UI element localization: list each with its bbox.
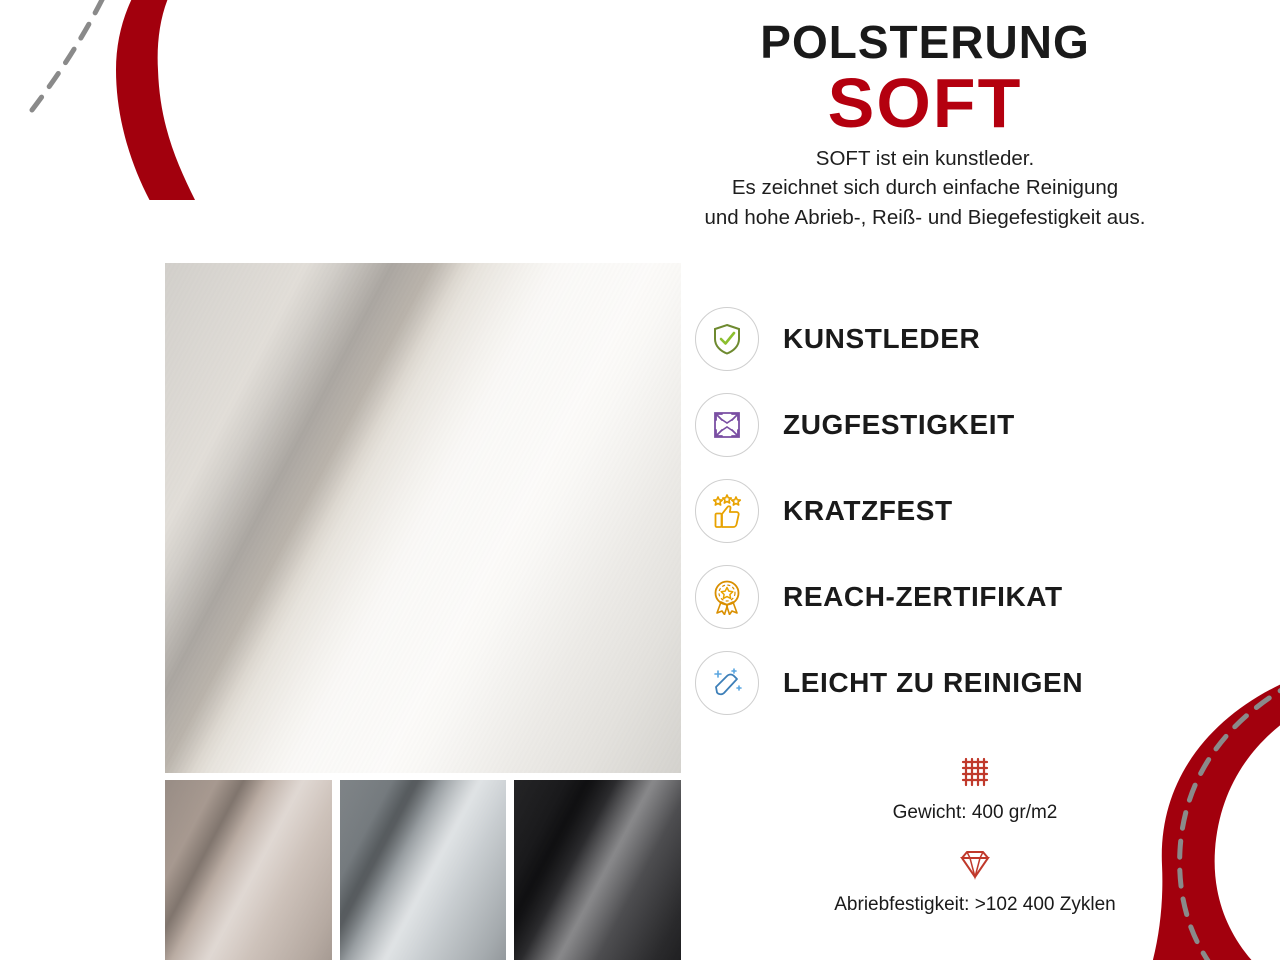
description-line-2: Es zeichnet sich durch einfache Reinigung <box>731 176 1119 200</box>
feature-item-reach-zertifikat <box>695 554 1255 640</box>
spec-list <box>695 748 1255 932</box>
feature-label: KRATZFEST <box>783 495 953 526</box>
feature-item-kratzfest <box>695 468 1255 554</box>
feature-label: REACH-ZERTIFIKAT <box>783 581 1063 612</box>
diamond-icon <box>695 840 1255 888</box>
swatch-thumbnail-grey[interactable] <box>340 780 507 960</box>
spec-text: Abriebfestigkeit: >102 400 Zyklen <box>834 894 1116 915</box>
fabric-fold-shading <box>340 780 507 960</box>
page-subtitle: SOFT <box>827 64 1023 143</box>
page-title: POLSTERUNG <box>760 16 1090 68</box>
feature-item-zugfestigkeit <box>695 382 1255 468</box>
feature-label: KUNSTLEDER <box>783 323 981 354</box>
decorative-swoosh-top-left <box>0 0 410 200</box>
certificate-rosette-icon <box>695 565 759 629</box>
spec-abrasion <box>695 840 1255 916</box>
description-line-1: SOFT ist ein kunstleder. <box>815 147 1035 171</box>
feature-item-kunstleder <box>695 296 1255 382</box>
feature-item-leicht-zu-reinigen <box>695 640 1255 726</box>
shield-check-icon <box>695 307 759 371</box>
spec-text: Gewicht: 400 gr/m2 <box>892 802 1058 823</box>
tension-arrows-icon <box>695 393 759 457</box>
swatch-thumbnail-taupe[interactable] <box>165 780 332 960</box>
main-fabric-image <box>165 263 681 773</box>
fabric-grain-texture <box>165 263 681 773</box>
fabric-fold-shading <box>165 780 332 960</box>
thumbs-up-stars-icon <box>695 479 759 543</box>
header <box>580 18 1270 232</box>
weave-icon <box>695 748 1255 796</box>
spec-weight <box>695 748 1255 824</box>
swatch-thumbnail-black[interactable] <box>514 780 681 960</box>
description-line-3: und hohe Abrieb-, Reiß- und Biegefestigkeit aus. <box>704 205 1146 229</box>
color-thumbnail-strip <box>165 780 681 960</box>
feature-label: ZUGFESTIGKEIT <box>783 409 1015 440</box>
feature-list <box>695 296 1255 726</box>
fabric-fold-shading <box>514 780 681 960</box>
feature-label: LEICHT ZU REINIGEN <box>783 667 1084 698</box>
cleaning-cloth-icon <box>695 651 759 715</box>
